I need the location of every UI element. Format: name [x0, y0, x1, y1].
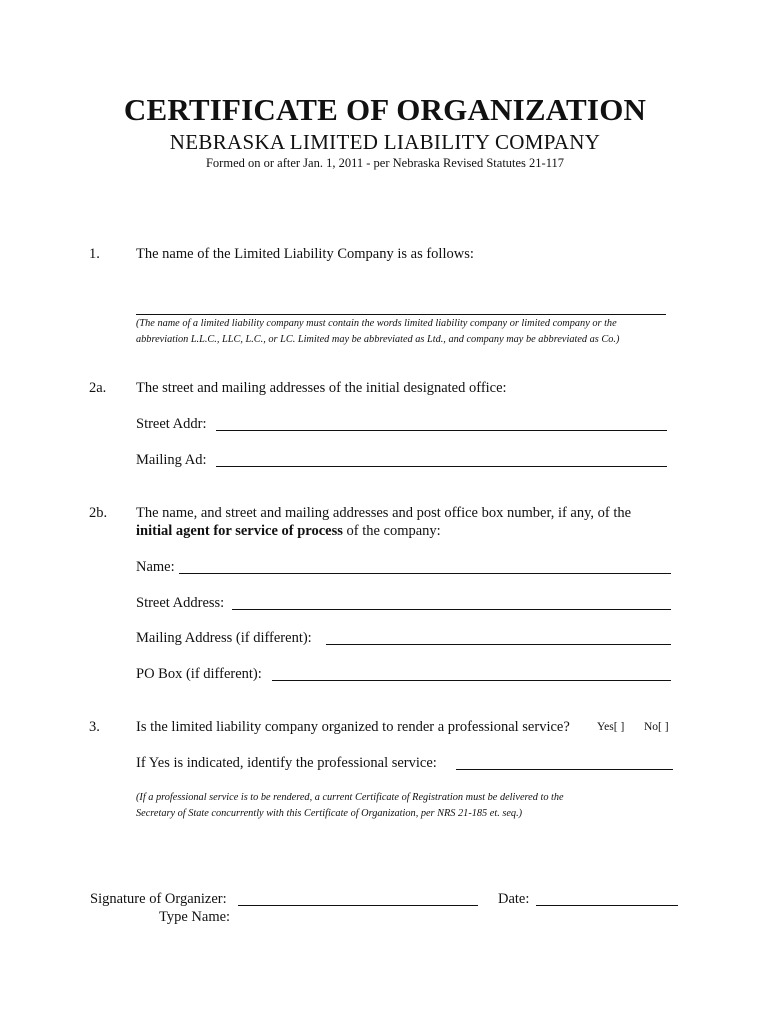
- section-2a-text: The street and mailing addresses of the initial designated office:: [136, 380, 507, 396]
- section-2b-text-line-2: [136, 523, 441, 540]
- document-title: CERTIFICATE OF ORGANIZATION: [123, 92, 647, 127]
- section-1-number: 1.: [89, 246, 100, 262]
- section-1-note-line-2: abbreviation L.L.C., LLC, L.C., or LC. Limited may be abbreviated as Ltd., and company may be abbreviated as Co.): [136, 334, 620, 345]
- section-1-note-line-1: (The name of a limited liability company must contain the words limited liability company or limited company or the: [136, 318, 617, 329]
- street-addr-label: Street Addr:: [136, 416, 207, 432]
- section-3-note-line-2: Secretary of State concurrently with this Certificate of Organization, per NRS 21-185 et. seq.): [136, 808, 523, 819]
- section-3-note-line-1: (If a professional service is to be rendered, a current Certificate of Registration must be delivered to the: [136, 792, 564, 803]
- date-field[interactable]: [536, 905, 678, 906]
- section-2a-number: 2a.: [89, 380, 107, 396]
- mailing-ad-label: Mailing Ad:: [136, 452, 207, 468]
- section-3-question: Is the limited liability company organized to render a professional service?: [136, 719, 570, 735]
- llc-name-field[interactable]: [136, 314, 666, 315]
- document-subtitle: NEBRASKA LIMITED LIABILITY COMPANY: [169, 130, 601, 154]
- section-3-number: 3.: [89, 719, 100, 735]
- section-1-note: [136, 316, 619, 348]
- agent-street-address-field[interactable]: [232, 609, 671, 610]
- office-street-address-field[interactable]: [216, 430, 667, 431]
- signature-label: Signature of Organizer:: [90, 891, 227, 907]
- agent-name-field[interactable]: [179, 573, 671, 574]
- agent-mailing-address-field[interactable]: [326, 644, 671, 645]
- section-2b-text-rest: of the company:: [342, 523, 441, 539]
- agent-pobox-field[interactable]: [272, 680, 671, 681]
- no-checkbox[interactable]: No[ ]: [644, 721, 669, 733]
- formed-note: Formed on or after Jan. 1, 2011 - per Nebraska Revised Statutes 21-117: [205, 156, 564, 170]
- professional-service-label: If Yes is indicated, identify the professional service:: [136, 755, 437, 771]
- agent-name-label: Name:: [136, 559, 175, 575]
- agent-pobox-label: PO Box (if different):: [136, 666, 262, 682]
- section-3-note: [136, 790, 564, 822]
- section-2b-text-line-1: The name, and street and mailing addresses and post office box number, if any, of the: [136, 505, 632, 521]
- office-mailing-address-field[interactable]: [216, 466, 667, 467]
- professional-service-field[interactable]: [456, 769, 673, 770]
- signature-field[interactable]: [238, 905, 478, 906]
- type-name-label: Type Name:: [159, 909, 231, 925]
- agent-mailing-label: Mailing Address (if different):: [136, 630, 312, 646]
- section-1-text: The name of the Limited Liability Company is as follows:: [136, 246, 474, 262]
- agent-emphasis: initial agent for service of process: [136, 523, 343, 539]
- date-label: Date:: [498, 891, 530, 907]
- yes-checkbox[interactable]: Yes[ ]: [597, 721, 625, 733]
- agent-street-label: Street Address:: [136, 595, 225, 611]
- section-2b-number: 2b.: [89, 505, 108, 521]
